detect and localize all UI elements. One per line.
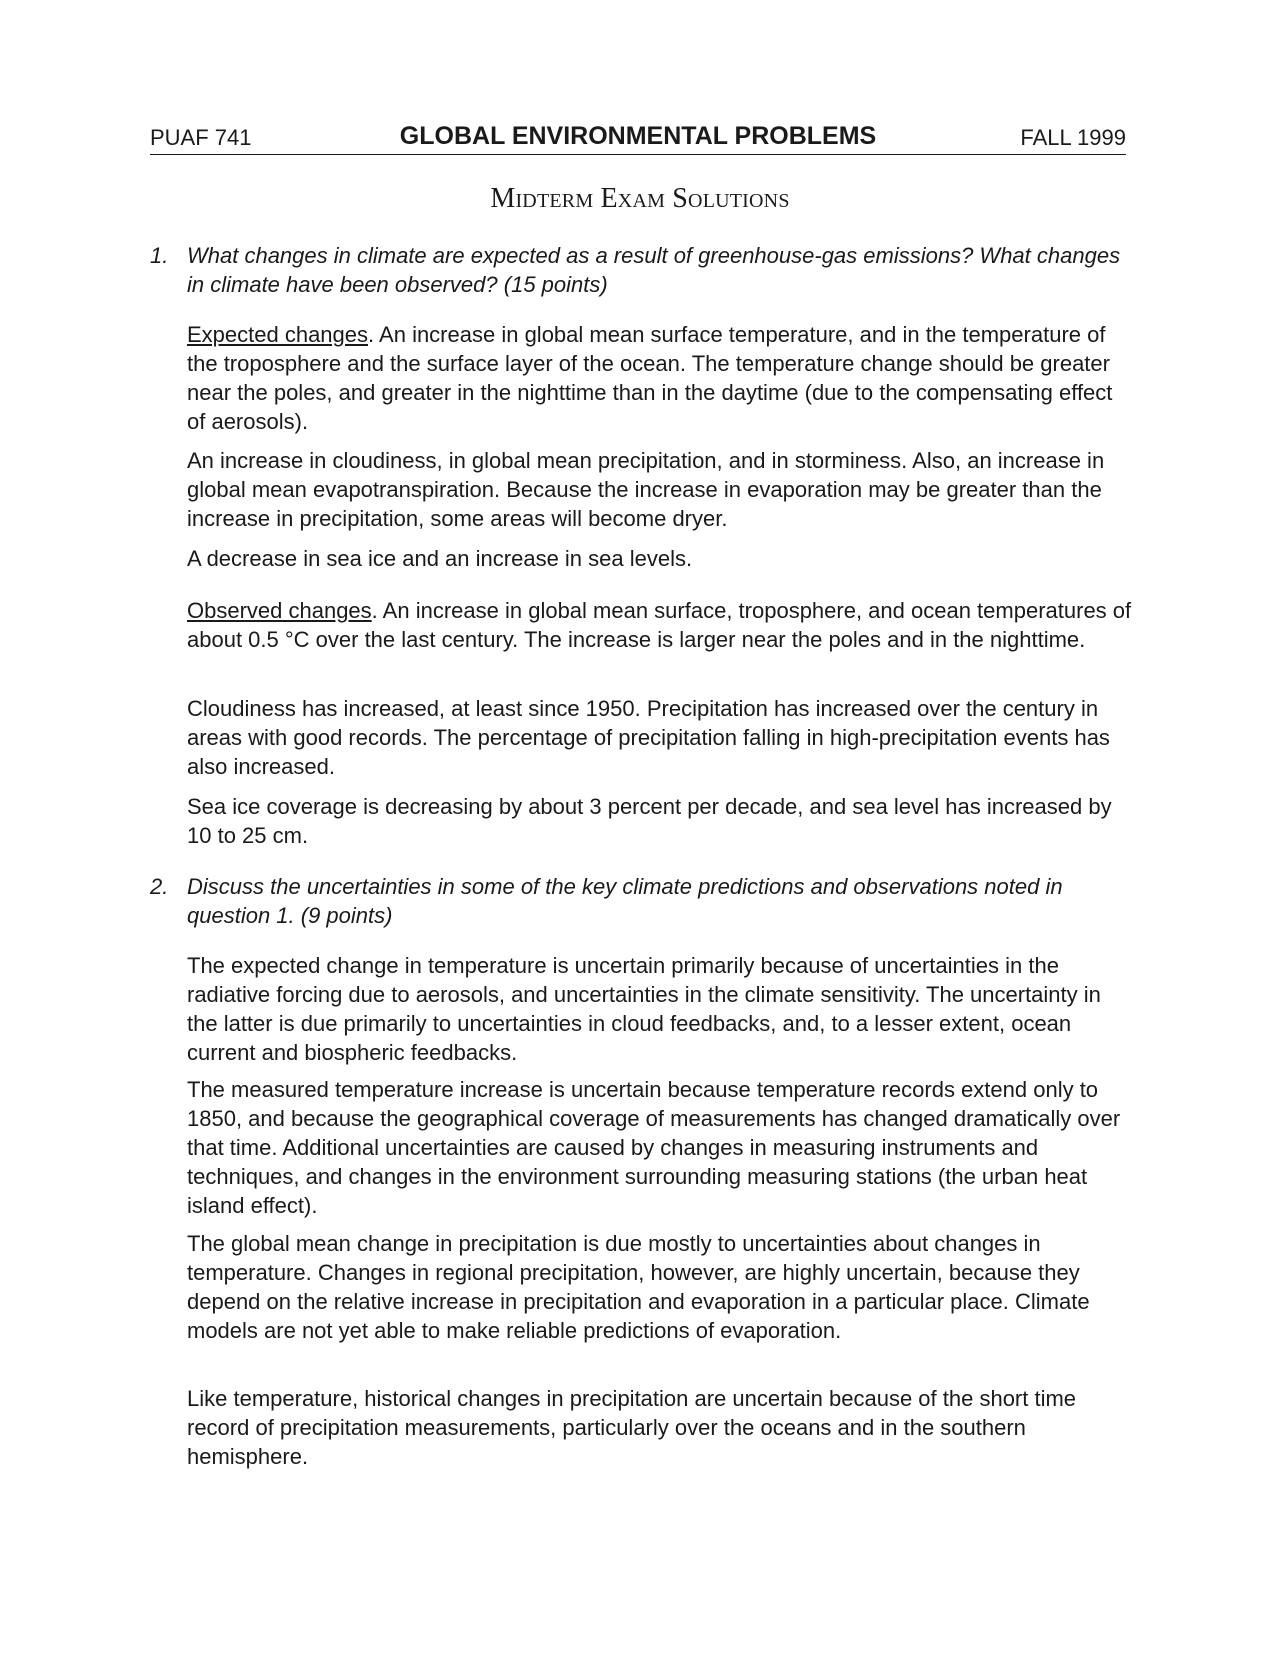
question-number: 2.: [150, 874, 169, 899]
answer-2-p1: The expected change in temperature is uncertain primarily because of uncertainties in the radiative forcing due to aerosols, and uncertainties in the climate sensitivity. The uncertainty in the latter is due primarily to uncertainties in cloud feedbacks, and, to a lesser extent, ocean current and biospheric feedbacks.: [187, 953, 1101, 1065]
answer-2-p3: The global mean change in precipitation is due mostly to uncertainties about changes in temperature. Changes in regional precipitation, however, are highly uncertain, because they depend on the relative increase in precipitation and evaporation in a particular place. Climate models are not yet able to make reliable predictions of evaporation.: [187, 1231, 1090, 1343]
answer-1-expected-p2: An increase in cloudiness, in global mean precipitation, and in storminess. Also, an increase in global mean evapotranspiration. Because the increase in evaporation may be greater than the increase in precipitation, some areas will become dryer.: [187, 448, 1105, 531]
course-code: PUAF 741: [150, 125, 252, 150]
course-term: FALL 1999: [1020, 125, 1126, 150]
document-subtitle: Midterm Exam Solutions: [490, 183, 790, 214]
answer-1-observed-p1: [187, 596, 1132, 654]
question-text: Discuss the uncertainties in some of the key climate predictions and observations noted in question 1. (9 points): [187, 874, 1063, 928]
question-number: 1.: [150, 243, 169, 268]
answer-2-p4: Like temperature, historical changes in precipitation are uncertain because of the short time record of precipitation measurements, particularly over the oceans and in the southern hemisphere.: [187, 1386, 1077, 1469]
question-2: [150, 872, 1126, 930]
answer-1-observed-p2: Cloudiness has increased, at least since 1950. Precipitation has increased over the century in areas with good records. The percentage of precipitation falling in high-precipitation events has also increased.: [187, 696, 1110, 779]
answer-1-expected-p1: [187, 320, 1132, 436]
page-header: [150, 122, 1126, 155]
expected-changes-label: Expected changes: [187, 322, 369, 347]
question-1: [150, 241, 1126, 299]
expected-changes-text: . An increase in global mean surface temperature, and in the temperature of the troposphere and the surface layer of the ocean. The temperature change should be greater near the poles, and greater in the nighttime than in the daytime (due to the compensating effect of aerosols).: [187, 322, 1113, 434]
observed-changes-label: Observed changes: [187, 598, 372, 623]
question-text: What changes in climate are expected as a result of greenhouse-gas emissions? What changes in climate have been observed? (15 points): [187, 243, 1121, 297]
observed-changes-text: . An increase in global mean surface, troposphere, and ocean temperatures of about 0.5 °C over the last century. The increase is larger near the poles and in the nighttime.: [187, 598, 1132, 652]
course-title: GLOBAL ENVIRONMENTAL PROBLEMS: [399, 122, 877, 150]
answer-2-p2: The measured temperature increase is uncertain because temperature records extend only to 1850, and because the geographical coverage of measurements has changed dramatically over that time. Additional uncertainties are caused by changes in measuring instruments and techniques, and changes in the environment surrounding measuring stations (the urban heat island effect).: [187, 1077, 1121, 1218]
answer-1-observed-p3: Sea ice coverage is decreasing by about 3 percent per decade, and sea level has increased by 10 to 25 cm.: [187, 794, 1112, 848]
answer-1-expected-p3: A decrease in sea ice and an increase in sea levels.: [187, 546, 693, 571]
